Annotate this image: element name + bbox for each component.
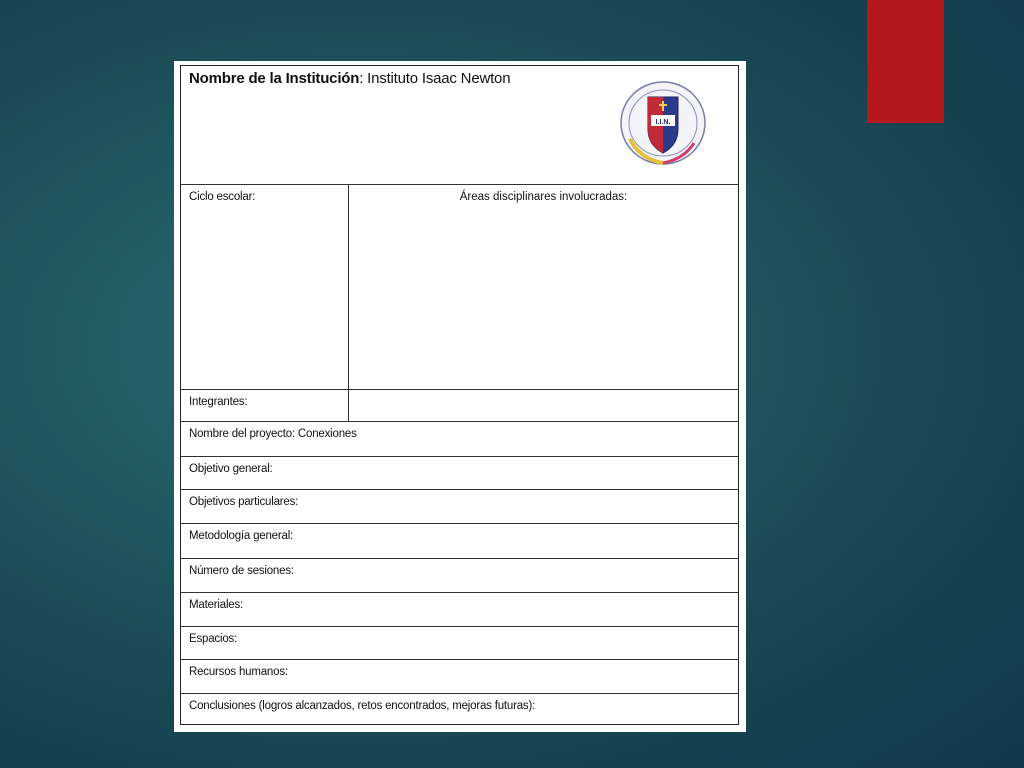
proyecto-row: [181, 422, 738, 457]
objetivos-particulares-row: [181, 490, 738, 524]
objetivo-general-label: Objetivo general:: [189, 463, 273, 475]
recursos-row: [181, 660, 738, 694]
crest-initials: I.I.N.: [655, 119, 671, 126]
espacios-label: Espacios:: [189, 633, 238, 645]
project-form-table: [180, 65, 739, 725]
integrantes-label: Integrantes:: [189, 396, 248, 408]
integrantes-row: [181, 390, 738, 422]
institution-label: Nombre de la Institución: [189, 70, 360, 87]
espacios-row: [181, 627, 738, 660]
institution-row: Nombre de la Institución: Instituto Isaac Newton I.I.N.: [181, 66, 738, 185]
red-accent-bar: [867, 0, 944, 123]
conclusiones-label: Conclusiones (logros alcanzados, retos encontrados, mejoras futuras):: [189, 700, 536, 712]
column-divider: [348, 185, 349, 390]
objetivo-general-row: [181, 457, 738, 490]
materiales-row: [181, 593, 738, 627]
school-crest-logo-icon: [618, 79, 708, 167]
project-form-document: [174, 61, 746, 732]
conclusiones-row: [181, 694, 738, 726]
metodologia-label: Metodología general:: [189, 530, 294, 542]
ciclo-escolar-label: Ciclo escolar:: [189, 191, 256, 203]
areas-disciplinares-label: Áreas disciplinares involucradas:: [459, 191, 628, 203]
ciclo-areas-row: [181, 185, 738, 390]
column-divider: [348, 390, 349, 422]
institution-name: Instituto Isaac Newton: [363, 70, 511, 87]
numero-sesiones-label: Número de sesiones:: [189, 565, 294, 577]
materiales-label: Materiales:: [189, 599, 244, 611]
objetivos-particulares-label: Objetivos particulares:: [189, 496, 299, 508]
sesiones-row: [181, 559, 738, 593]
metodologia-row: [181, 524, 738, 559]
recursos-humanos-label: Recursos humanos:: [189, 666, 288, 678]
nombre-proyecto-label: Nombre del proyecto: Conexiones: [189, 428, 357, 440]
